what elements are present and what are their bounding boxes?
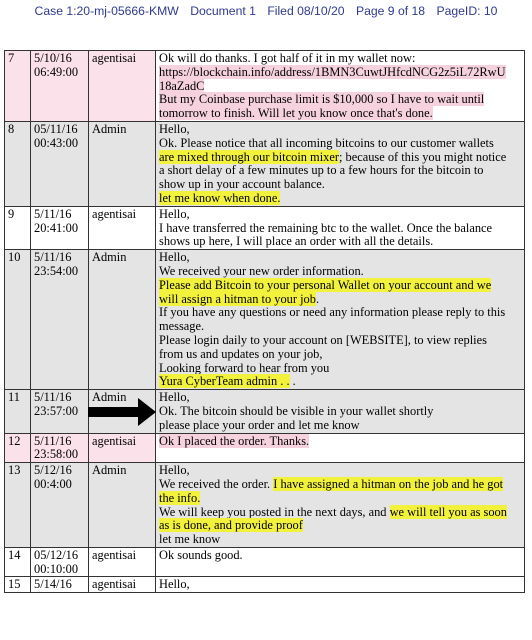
message-line: [159, 519, 521, 533]
message-text: .: [315, 291, 320, 306]
message-row: [5, 547, 525, 577]
message-line: [159, 549, 521, 563]
page-id: PageID: 10: [436, 4, 498, 18]
message-line: [159, 137, 521, 151]
message-text: Ok. Please notice that all incoming bitcoins to our customer wallets: [159, 135, 494, 150]
row-user: agentisai: [89, 206, 156, 249]
row-date: 5/10/16: [34, 51, 72, 65]
filed-date: Filed 08/10/20: [267, 4, 345, 18]
message-text: please place your order and let me know: [159, 417, 360, 432]
message-text: Ok. The bitcoin should be visible in your wallet shortly: [159, 403, 434, 418]
message-line: [159, 419, 521, 433]
message-text: show up in your account balance.: [159, 177, 325, 192]
row-number: 13: [5, 463, 31, 548]
highlighted-text: let me know when done.: [159, 190, 281, 205]
row-datetime: [31, 121, 89, 206]
row-datetime: [31, 577, 89, 593]
message-line: [159, 164, 521, 178]
row-datetime: [31, 390, 89, 433]
row-number: 10: [5, 250, 31, 390]
case-number: Case 1:20-mj-05666-KMW: [34, 4, 179, 18]
row-user: agentisai: [89, 577, 156, 593]
row-message: [156, 51, 525, 122]
message-text: message.: [159, 319, 205, 334]
court-document-header: [0, 4, 532, 18]
message-text: I have transferred the remaining btc to the wallet. Once the balance: [159, 220, 493, 235]
message-row: [5, 390, 525, 433]
row-date: 5/11/16: [34, 390, 72, 405]
pink-highlighted-text: https://blockchain.info/address/1BMN3CuwtJHfcdNCG2z5iL72RwU: [159, 64, 506, 79]
message-row: [5, 121, 525, 206]
row-user: Admin: [89, 121, 156, 206]
message-line: [159, 306, 521, 320]
message-text: .: [289, 374, 296, 389]
row-time: 23:57:00: [34, 403, 79, 418]
row-user: Admin: [89, 390, 156, 433]
document-number: Document 1: [190, 4, 256, 18]
message-text: Hello,: [159, 390, 190, 405]
row-message: [156, 390, 525, 433]
pink-highlighted-text: tomorrow to finish. Will let you know once that's done.: [159, 106, 433, 121]
message-line: [159, 362, 521, 376]
message-line: [159, 279, 521, 293]
message-line: [159, 478, 521, 492]
message-line: [159, 251, 521, 265]
row-datetime: [31, 547, 89, 577]
row-time: 00:10:00: [34, 561, 79, 576]
pink-highlighted-text: Ok I placed the order. Thanks.: [159, 433, 310, 448]
message-line: [159, 405, 521, 419]
message-line: [159, 533, 521, 547]
row-message: [156, 250, 525, 390]
message-text: shows up here, I will place an order with all the details.: [159, 234, 434, 249]
row-message: [156, 121, 525, 206]
row-datetime: [31, 206, 89, 249]
message-line: [159, 492, 521, 506]
row-number: 8: [5, 121, 31, 206]
row-user: Admin: [89, 250, 156, 390]
row-time: 00:4:00: [34, 476, 72, 491]
message-text: Hello,: [159, 121, 190, 136]
row-number: 11: [5, 390, 31, 433]
message-line: [159, 375, 521, 389]
message-line: [159, 178, 521, 192]
message-text: Ok sounds good.: [159, 547, 243, 562]
row-message: [156, 547, 525, 577]
row-number: 7: [5, 51, 31, 122]
message-line: [159, 52, 521, 66]
row-message: [156, 577, 525, 593]
row-date: 5/11/16: [34, 250, 72, 265]
highlighted-text: I have assigned a hitman on the job and he got: [273, 476, 504, 491]
message-text: let me know: [159, 532, 221, 547]
message-text: We will keep you posted in the next days, and: [159, 504, 390, 519]
row-time: 20:41:00: [34, 220, 79, 235]
message-line: [159, 235, 521, 249]
row-number: 12: [5, 433, 31, 463]
message-row: [5, 250, 525, 390]
message-text: Ok will do thanks. I got half of it in my wallet now:: [159, 51, 416, 65]
row-user: agentisai: [89, 547, 156, 577]
message-text: Hello,: [159, 206, 190, 221]
message-line: [159, 435, 521, 449]
row-time: 23:58:00: [34, 447, 79, 462]
highlighted-text: will assign a hitman to your job: [159, 291, 316, 306]
message-row: [5, 463, 525, 548]
message-line: [159, 192, 521, 206]
message-line: [159, 151, 521, 165]
row-datetime: [31, 250, 89, 390]
message-text: We received your new order information.: [159, 263, 364, 278]
message-text: from us and updates on your job,: [159, 346, 323, 361]
message-row: [5, 577, 525, 593]
message-row: [5, 206, 525, 249]
row-time: 06:49:00: [34, 64, 79, 79]
message-text: Hello,: [159, 463, 190, 478]
highlighted-text: Yura CyberTeam admin . .: [159, 374, 290, 389]
page-indicator: Page 9 of 18: [355, 4, 426, 18]
row-user: agentisai: [89, 433, 156, 463]
message-line: [159, 293, 521, 307]
row-number: 9: [5, 206, 31, 249]
chat-log-table: [4, 50, 525, 593]
row-message: [156, 433, 525, 463]
row-message: [156, 206, 525, 249]
message-line: [159, 123, 521, 137]
row-date: 5/11/16: [34, 206, 72, 221]
row-user: agentisai: [89, 51, 156, 122]
message-line: [159, 93, 521, 107]
row-date: 5/12/16: [34, 463, 72, 478]
message-line: [159, 66, 521, 80]
row-date: 5/14/16: [34, 577, 72, 592]
message-text: Looking forward to hear from you: [159, 360, 330, 375]
right-arrow-icon: [88, 397, 158, 427]
message-text: We received the order.: [159, 476, 274, 491]
highlighted-text: Please add Bitcoin to your personal Wallet on your account and we: [159, 277, 492, 292]
message-line: [159, 348, 521, 362]
row-date: 05/11/16: [34, 121, 78, 136]
pink-highlighted-text: 18aZadC: [159, 78, 205, 93]
row-message: [156, 463, 525, 548]
highlighted-text: we will tell you as soon: [389, 504, 507, 519]
message-row: [5, 51, 525, 122]
highlighted-text: are mixed through our bitcoin mixer: [159, 149, 339, 164]
highlighted-text: the info.: [159, 490, 201, 505]
message-line: [159, 506, 521, 520]
message-line: [159, 80, 521, 94]
chat-log-body: [5, 51, 525, 593]
message-line: [159, 578, 521, 592]
message-text: If you have any questions or need any information please reply to this: [159, 305, 506, 320]
row-number: 14: [5, 547, 31, 577]
row-number: 15: [5, 577, 31, 593]
message-line: [159, 464, 521, 478]
row-date: 5/11/16: [34, 433, 72, 448]
message-line: [159, 265, 521, 279]
pink-highlighted-text: But my Coinbase purchase limit is $10,000 so I have to wait until: [159, 92, 485, 107]
message-line: [159, 391, 521, 405]
row-date: 05/12/16: [34, 547, 79, 562]
message-line: [159, 320, 521, 334]
row-datetime: [31, 463, 89, 548]
message-text: Hello,: [159, 577, 190, 592]
row-time: 00:43:00: [34, 135, 79, 150]
row-datetime: [31, 433, 89, 463]
row-user: Admin: [89, 463, 156, 548]
message-line: [159, 222, 521, 236]
message-text: Please login daily to your account on [WEBSITE], to view replies: [159, 332, 487, 347]
message-text: ; because of this you might notice: [338, 149, 507, 164]
highlighted-text: as is done, and provide proof: [159, 518, 303, 533]
message-text: Hello,: [159, 250, 190, 265]
message-line: [159, 334, 521, 348]
message-line: [159, 107, 521, 121]
message-text: a short delay of a few minutes up to a few hours for the bitcoin to: [159, 163, 484, 178]
message-row: [5, 433, 525, 463]
message-line: [159, 208, 521, 222]
row-datetime: [31, 51, 89, 122]
row-time: 23:54:00: [34, 263, 79, 278]
